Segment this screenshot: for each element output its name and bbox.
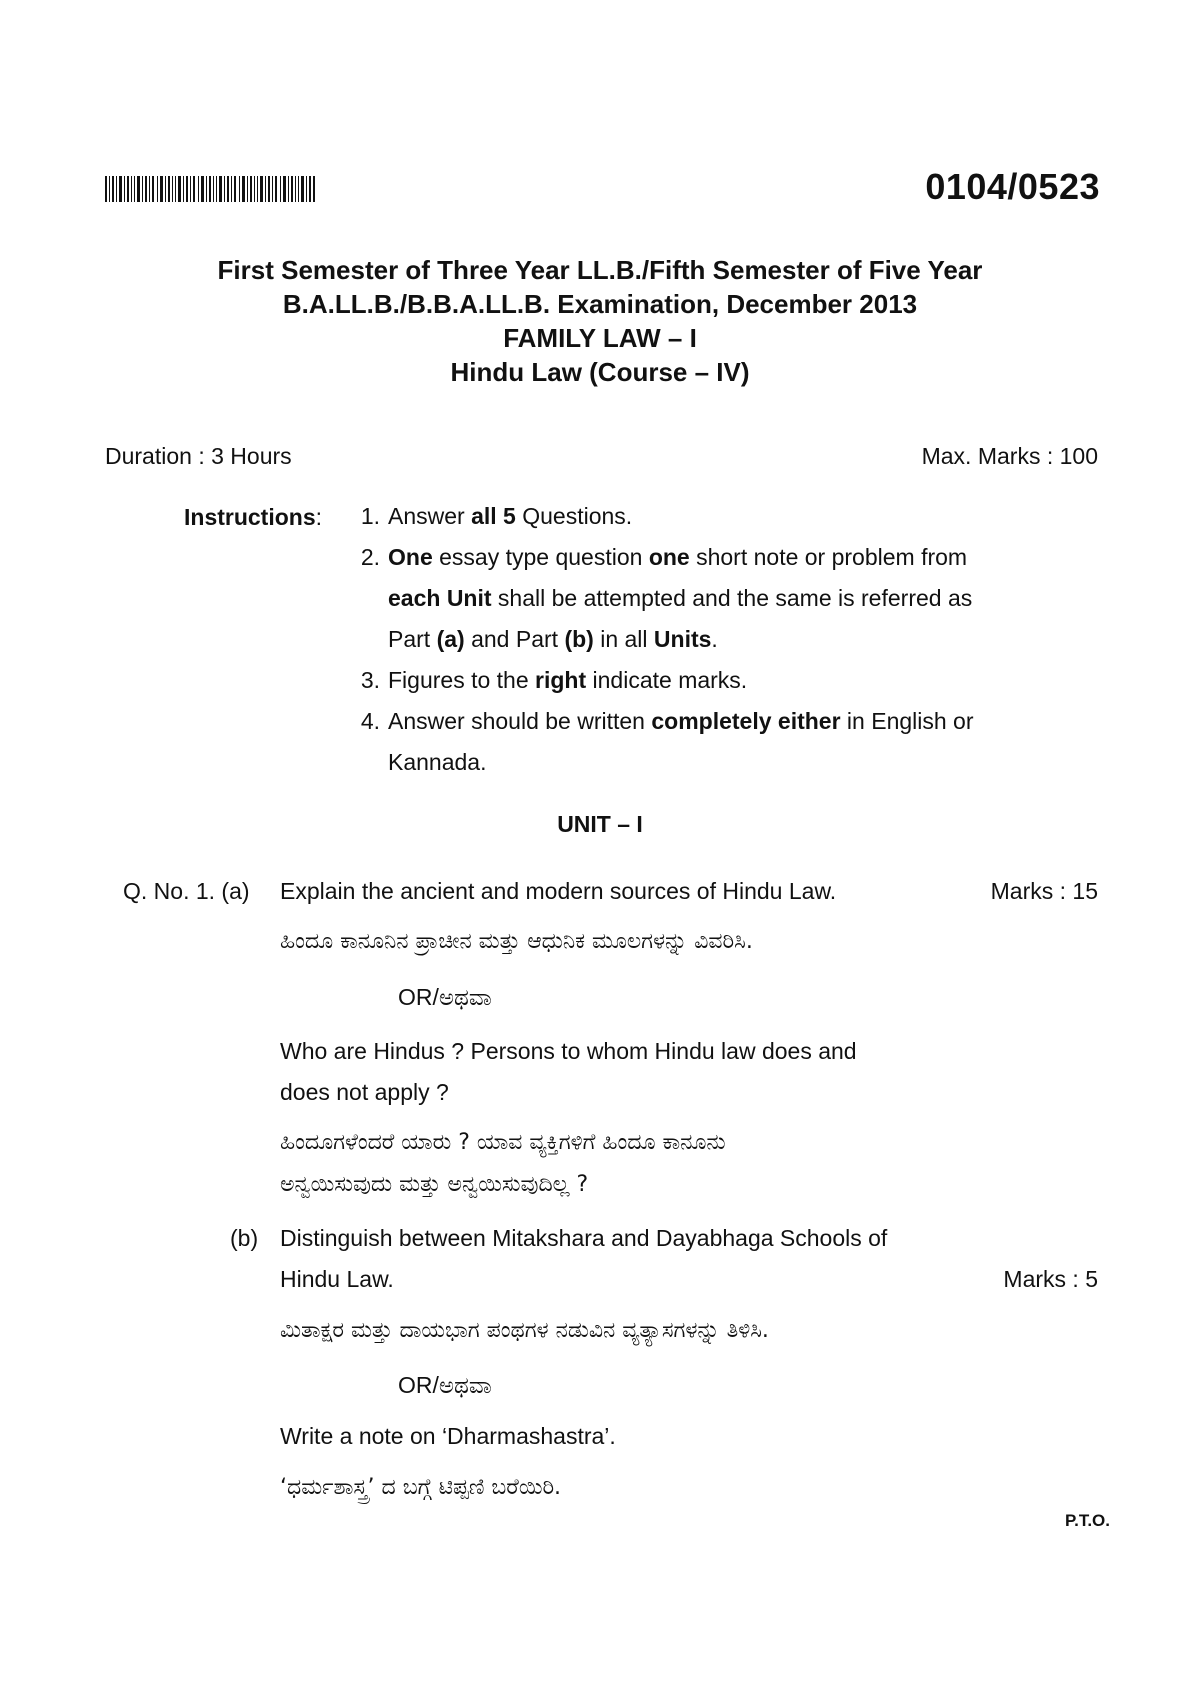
question-1a-kannada: ಹಿಂದೂ ಕಾನೂನಿನ ಪ್ರಾಚೀನ ಮತ್ತು ಆಧುನಿಕ ಮೂಲಗಳನ್ನು ವಿವರಿಸಿ. — [280, 929, 753, 954]
instructions-list — [350, 496, 1110, 786]
question-1a-marks: Marks : 15 — [990, 878, 1098, 904]
please-turn-over: P.T.O. — [1064, 1511, 1110, 1530]
question-1b-text-2: Hindu Law. — [280, 1266, 394, 1292]
instruction-item-continued: Kannada. — [388, 749, 487, 775]
question-1b-marks: Marks : 5 — [1003, 1266, 1098, 1292]
exam-title-line-1: First Semester of Three Year LL.B./Fifth Semester of Five Year — [217, 255, 983, 285]
question-1b-label: (b) — [230, 1225, 259, 1251]
instruction-item: 1. Answer all 5 Questions. — [360, 503, 633, 529]
question-1b-kannada: ಮಿತಾಕ್ಷರ ಮತ್ತು ದಾಯಭಾಗ ಪಂಥಗಳ ನಡುವಿನ ವ್ಯತ್ಯಾಸಗಳನ್ನು ತಿಳಿಸಿ. — [280, 1318, 769, 1343]
or-separator: OR/ಅಥವಾ — [398, 1372, 492, 1398]
question-1b-text-1: Distinguish between Mitakshara and Dayabhaga Schools of — [280, 1225, 888, 1251]
course-title: Hindu Law (Course – IV) — [450, 357, 750, 387]
question-1b-alt-kannada: ‘ಧರ್ಮಶಾಸ್ತ್ರ’ ದ ಬಗ್ಗೆ ಟಿಪ್ಪಣಿ ಬರೆಯಿರಿ. — [280, 1475, 562, 1500]
instruction-item: 3. Figures to the right indicate marks. — [360, 667, 748, 693]
or-separator: OR/ಅಥವಾ — [398, 984, 492, 1010]
paper-code: 0104/0523 — [925, 166, 1100, 207]
max-marks: Max. Marks : 100 — [921, 443, 1098, 469]
question-1a-text: Explain the ancient and modern sources of Hindu Law. — [280, 878, 837, 904]
instruction-item: 4. Answer should be written completely either in English or — [360, 708, 974, 734]
question-number: Q. No. 1. (a) — [123, 878, 250, 904]
instruction-item-continued: each Unit shall be attempted and the same is referred as — [388, 585, 973, 611]
instruction-item: 2. One essay type question one short note or problem from — [360, 544, 968, 570]
question-1a-alt-text-1: Who are Hindus ? Persons to whom Hindu law does and — [280, 1038, 857, 1064]
question-1a-alt-text-2: does not apply ? — [280, 1079, 449, 1105]
instruction-item-continued: Part (a) and Part (b) in all Units. — [388, 626, 718, 652]
subject-title: FAMILY LAW – I — [503, 323, 697, 353]
question-1a-alt-kannada-2: ಅನ್ವಯಿಸುವುದು ಮತ್ತು ಅನ್ವಯಿಸುವುದಿಲ್ಲ ? — [280, 1172, 589, 1197]
duration: Duration : 3 Hours — [105, 443, 292, 469]
question-1a-alt-kannada-1: ಹಿಂದೂಗಳೆಂದರೆ ಯಾರು ? ಯಾವ ವ್ಯಕ್ತಿಗಳಿಗೆ ಹಿಂದೂ ಕಾನೂನು — [280, 1130, 726, 1155]
unit-heading: UNIT – I — [557, 811, 643, 837]
barcode — [105, 176, 315, 202]
instructions-label: Instructions: — [184, 504, 323, 530]
exam-title-line-2: B.A.LL.B./B.B.A.LL.B. Examination, December 2013 — [282, 289, 918, 319]
question-1b-alt-text: Write a note on ‘Dharmashastra’. — [280, 1423, 616, 1449]
